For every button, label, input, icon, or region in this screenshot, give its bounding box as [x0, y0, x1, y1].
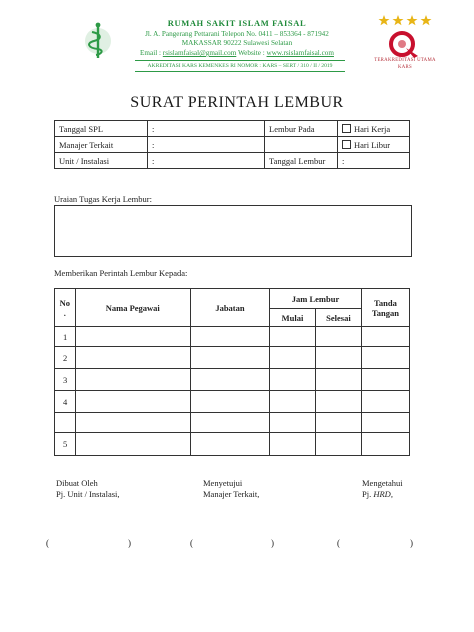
cell-ttd[interactable]: [361, 347, 409, 369]
uraian-label: Uraian Tugas Kerja Lembur:: [54, 194, 152, 204]
cell-jabatan[interactable]: [190, 413, 269, 433]
cell-jabatan[interactable]: [190, 391, 269, 413]
cell-selesai[interactable]: [315, 433, 361, 456]
website-link[interactable]: www.rsislamfaisal.com: [266, 49, 334, 57]
empty-cell: [265, 137, 338, 153]
accreditation-line: AKREDITASI KARS KEMENKES RI NOMOR : KARS – SERT / 310 / II / 2019: [147, 63, 333, 69]
cell-nama[interactable]: [75, 347, 190, 369]
value-manajer-terkait[interactable]: [148, 137, 265, 153]
sig-role: Pj. Unit / Instalasi,: [56, 489, 120, 499]
col-no-header: [55, 289, 76, 327]
uraian-textbox[interactable]: [54, 205, 412, 257]
perintah-label: Memberikan Perintah Lembur Kepada:: [54, 268, 188, 278]
col-mulai-header: Mulai: [270, 309, 316, 327]
table-row: [55, 347, 410, 369]
cell-mulai[interactable]: [270, 433, 316, 456]
col-nama-header: Nama Pegawai: [75, 289, 190, 327]
cell-nama[interactable]: [75, 413, 190, 433]
cell-ttd[interactable]: [361, 391, 409, 413]
spl-row-unit: [55, 153, 410, 169]
employee-table: [54, 288, 410, 456]
sig-role: Manajer Terkait,: [203, 489, 260, 499]
colon: :: [152, 123, 155, 134]
cell-mulai[interactable]: [270, 369, 316, 391]
value-tanggal-spl[interactable]: [148, 121, 265, 137]
cell-mulai[interactable]: [270, 391, 316, 413]
colon: :: [152, 139, 155, 150]
col-no-label: No: [59, 297, 71, 308]
cell-jabatan[interactable]: [190, 433, 269, 456]
option-hari-libur[interactable]: [338, 137, 410, 153]
cell-ttd[interactable]: [361, 413, 409, 433]
cell-mulai[interactable]: [270, 347, 316, 369]
signature-block-menyetujui: [203, 478, 259, 500]
col-ttd-header: [361, 289, 409, 327]
cell-nama[interactable]: [75, 433, 190, 456]
col-jam-header: Jam Lembur: [270, 289, 362, 309]
cell-jabatan[interactable]: [190, 347, 269, 369]
cell-selesai[interactable]: [315, 369, 361, 391]
row-number: 5: [55, 433, 76, 456]
col-no-dot: .: [63, 307, 66, 318]
option-label: Hari Kerja: [354, 123, 391, 134]
sig-role: [362, 489, 403, 500]
option-label: Hari Libur: [354, 139, 391, 150]
col-selesai-header: Selesai: [315, 309, 361, 327]
spl-info-table: [54, 120, 410, 169]
value-unit-instalasi[interactable]: [148, 153, 265, 169]
table-row: [55, 327, 410, 347]
paren-close-1: ): [128, 538, 131, 548]
sig-action: Dibuat Oleh: [56, 478, 98, 488]
spl-row-manajer: [55, 137, 410, 153]
paren-open-3: (: [337, 538, 340, 548]
cell-ttd[interactable]: [361, 433, 409, 456]
paren-open-1: (: [46, 538, 49, 548]
sig-action: Menyetujui: [203, 478, 243, 488]
cell-jabatan[interactable]: [190, 369, 269, 391]
cell-nama[interactable]: [75, 391, 190, 413]
label-lembur-pada: Lembur Pada: [265, 121, 338, 137]
paren-close-2: ): [271, 538, 274, 548]
colon: :: [152, 155, 155, 166]
cell-selesai[interactable]: [315, 347, 361, 369]
label-tanggal-lembur: Tanggal Lembur: [265, 153, 338, 169]
checkbox-icon[interactable]: [342, 140, 351, 149]
sig-action: Mengetahui: [362, 478, 403, 488]
table-header-row-1: [55, 289, 410, 309]
header-rule-top: [135, 60, 345, 61]
table-row: [55, 391, 410, 413]
hospital-name: RUMAH SAKIT ISLAM FAISAL: [167, 18, 307, 28]
row-number: 1: [55, 327, 76, 347]
checkbox-icon[interactable]: [342, 124, 351, 133]
address-line: Jl. A. Pangerang Pettarani Telepon No. 0411 – 853364 - 871942: [145, 30, 329, 38]
row-number: [55, 413, 76, 433]
accreditation-badge-text: [360, 57, 450, 71]
value-tanggal-lembur[interactable]: [338, 153, 410, 169]
cell-nama[interactable]: [75, 369, 190, 391]
website-label: Website :: [237, 49, 265, 57]
label-manajer-terkait: Manajer Terkait: [55, 137, 148, 153]
label-tanggal-spl: Tanggal SPL: [55, 121, 148, 137]
header-rule-bottom: [135, 71, 345, 72]
email-link[interactable]: rsislamfaisal@gmail.com: [162, 49, 237, 57]
row-number: 2: [55, 347, 76, 369]
cell-selesai[interactable]: [315, 327, 361, 347]
table-row: [55, 413, 410, 433]
cell-jabatan[interactable]: [190, 327, 269, 347]
paren-close-3: ): [410, 538, 413, 548]
city-line: MAKASSAR 90222 Sulawesi Selatan: [181, 39, 293, 47]
cell-selesai[interactable]: [315, 391, 361, 413]
signature-block-mengetahui: [362, 478, 403, 500]
sig-role-prefix: Pj.: [362, 489, 372, 499]
email-label: Email :: [140, 49, 161, 57]
option-hari-kerja[interactable]: [338, 121, 410, 137]
table-row: [55, 433, 410, 456]
sig-role-hrd: HRD,: [373, 489, 393, 499]
cell-ttd[interactable]: [361, 369, 409, 391]
col-ttd-label-2: Tangan: [371, 307, 399, 318]
cell-mulai[interactable]: [270, 413, 316, 433]
spl-row-tanggal: [55, 121, 410, 137]
badge-text-2: KARS: [398, 65, 412, 70]
cell-selesai[interactable]: [315, 413, 361, 433]
cell-mulai[interactable]: [270, 327, 316, 347]
row-number: 3: [55, 369, 76, 391]
row-number: 4: [55, 391, 76, 413]
cell-nama[interactable]: [75, 327, 190, 347]
paren-open-2: (: [190, 538, 193, 548]
col-ttd-label-1: Tanda: [374, 297, 397, 308]
table-row: [55, 369, 410, 391]
cell-ttd[interactable]: [361, 327, 409, 347]
document-title: SURAT PERINTAH LEMBUR: [130, 94, 344, 111]
colon: :: [342, 155, 345, 166]
signature-block-dibuat: [56, 478, 120, 500]
label-unit-instalasi: Unit / Instalasi: [55, 153, 148, 169]
badge-text-1: TERAKREDITASI UTAMA: [374, 58, 436, 63]
col-jabatan-header: Jabatan: [190, 289, 269, 327]
